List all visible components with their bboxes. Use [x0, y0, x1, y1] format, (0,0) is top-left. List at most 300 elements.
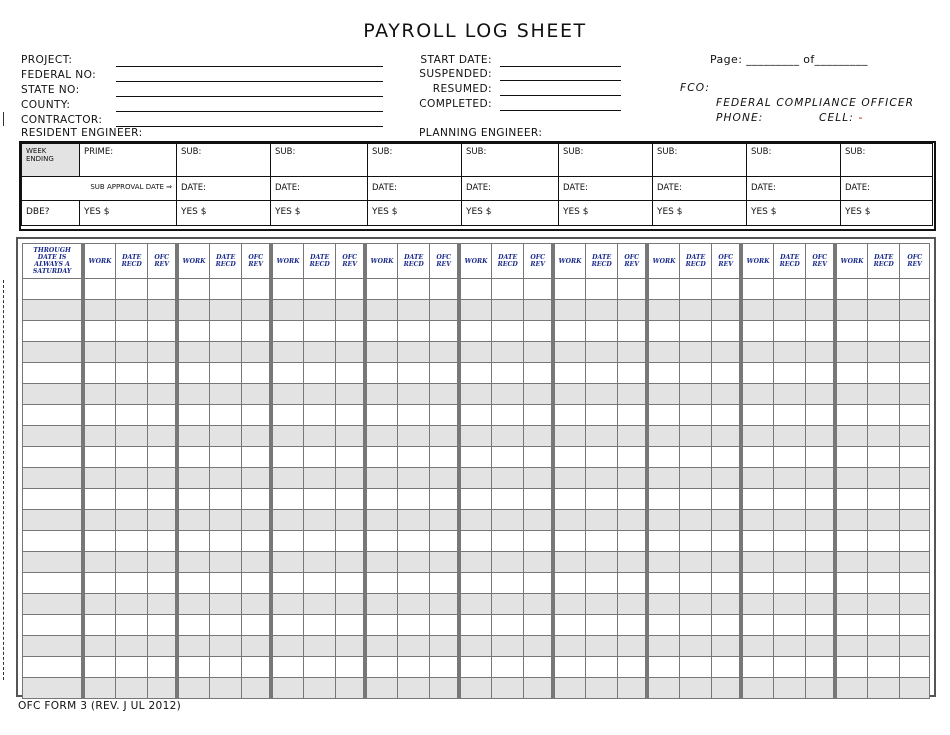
ofc-rev-cell[interactable]: [524, 552, 553, 573]
ofc-rev-cell[interactable]: [336, 279, 365, 300]
sub-cell[interactable]: SUB:: [747, 144, 841, 177]
work-cell[interactable]: [365, 405, 397, 426]
work-cell[interactable]: [365, 573, 397, 594]
date-recd-cell[interactable]: [398, 363, 430, 384]
work-cell[interactable]: [835, 594, 867, 615]
work-cell[interactable]: [553, 615, 585, 636]
date-recd-cell[interactable]: [868, 594, 900, 615]
work-cell[interactable]: [647, 510, 679, 531]
ofc-rev-cell[interactable]: [336, 594, 365, 615]
work-cell[interactable]: [459, 363, 491, 384]
ofc-rev-cell[interactable]: [900, 468, 930, 489]
date-recd-cell[interactable]: [398, 300, 430, 321]
ofc-rev-cell[interactable]: [900, 636, 930, 657]
date-recd-cell[interactable]: [680, 384, 712, 405]
date-recd-cell[interactable]: [116, 678, 148, 699]
work-cell[interactable]: [177, 384, 209, 405]
date-recd-cell[interactable]: [210, 279, 242, 300]
work-cell[interactable]: [647, 342, 679, 363]
work-cell[interactable]: [365, 426, 397, 447]
work-cell[interactable]: [835, 510, 867, 531]
ofc-rev-cell[interactable]: [242, 405, 271, 426]
work-cell[interactable]: [553, 300, 585, 321]
work-cell[interactable]: [553, 573, 585, 594]
ofc-rev-cell[interactable]: [806, 531, 835, 552]
date-recd-cell[interactable]: [304, 321, 336, 342]
through-date-cell[interactable]: [23, 552, 84, 573]
ofc-rev-cell[interactable]: [336, 489, 365, 510]
date-recd-cell[interactable]: [492, 300, 524, 321]
ofc-rev-cell[interactable]: [524, 321, 553, 342]
date-recd-cell[interactable]: [586, 405, 618, 426]
ofc-rev-cell[interactable]: [148, 615, 177, 636]
date-recd-cell[interactable]: [116, 510, 148, 531]
work-cell[interactable]: [741, 342, 773, 363]
ofc-rev-cell[interactable]: [806, 573, 835, 594]
ofc-rev-cell[interactable]: [430, 342, 459, 363]
date-recd-cell[interactable]: [304, 342, 336, 363]
date-recd-cell[interactable]: [492, 531, 524, 552]
ofc-rev-cell[interactable]: [712, 657, 741, 678]
through-date-cell[interactable]: [23, 300, 84, 321]
date-recd-cell[interactable]: [398, 489, 430, 510]
sub-cell[interactable]: SUB:: [368, 144, 462, 177]
ofc-rev-cell[interactable]: [148, 363, 177, 384]
work-cell[interactable]: [459, 552, 491, 573]
ofc-rev-cell[interactable]: [430, 384, 459, 405]
ofc-rev-cell[interactable]: [806, 426, 835, 447]
ofc-rev-cell[interactable]: [524, 489, 553, 510]
through-date-cell[interactable]: [23, 279, 84, 300]
sub-approval-date-cell[interactable]: DATE:: [653, 177, 747, 201]
date-recd-cell[interactable]: [774, 447, 806, 468]
work-cell[interactable]: [83, 342, 115, 363]
work-cell[interactable]: [365, 363, 397, 384]
dbe-yes-cell[interactable]: YES $: [747, 201, 841, 226]
date-recd-cell[interactable]: [210, 510, 242, 531]
work-cell[interactable]: [647, 657, 679, 678]
date-recd-cell[interactable]: [210, 342, 242, 363]
date-recd-cell[interactable]: [586, 300, 618, 321]
date-recd-cell[interactable]: [304, 678, 336, 699]
ofc-rev-cell[interactable]: [430, 552, 459, 573]
ofc-rev-cell[interactable]: [336, 300, 365, 321]
date-recd-cell[interactable]: [868, 468, 900, 489]
work-cell[interactable]: [459, 615, 491, 636]
work-cell[interactable]: [647, 363, 679, 384]
date-recd-cell[interactable]: [586, 552, 618, 573]
ofc-rev-cell[interactable]: [336, 384, 365, 405]
date-recd-cell[interactable]: [586, 447, 618, 468]
date-recd-cell[interactable]: [210, 300, 242, 321]
date-recd-cell[interactable]: [304, 636, 336, 657]
date-recd-cell[interactable]: [586, 678, 618, 699]
work-cell[interactable]: [83, 531, 115, 552]
work-cell[interactable]: [647, 573, 679, 594]
date-recd-cell[interactable]: [868, 321, 900, 342]
work-cell[interactable]: [835, 405, 867, 426]
ofc-rev-cell[interactable]: [806, 510, 835, 531]
ofc-rev-cell[interactable]: [900, 279, 930, 300]
date-recd-cell[interactable]: [116, 573, 148, 594]
date-recd-cell[interactable]: [680, 489, 712, 510]
ofc-rev-cell[interactable]: [618, 300, 647, 321]
date-recd-cell[interactable]: [304, 573, 336, 594]
ofc-rev-cell[interactable]: [148, 657, 177, 678]
date-recd-cell[interactable]: [492, 678, 524, 699]
date-recd-cell[interactable]: [304, 657, 336, 678]
ofc-rev-cell[interactable]: [242, 384, 271, 405]
date-recd-cell[interactable]: [492, 636, 524, 657]
ofc-rev-cell[interactable]: [148, 636, 177, 657]
ofc-rev-cell[interactable]: [524, 300, 553, 321]
ofc-rev-cell[interactable]: [336, 615, 365, 636]
ofc-rev-cell[interactable]: [712, 573, 741, 594]
work-cell[interactable]: [177, 300, 209, 321]
ofc-rev-cell[interactable]: [242, 636, 271, 657]
date-recd-cell[interactable]: [304, 300, 336, 321]
date-recd-cell[interactable]: [492, 657, 524, 678]
work-cell[interactable]: [271, 384, 303, 405]
ofc-rev-cell[interactable]: [242, 678, 271, 699]
page-number-field[interactable]: _________: [746, 53, 800, 66]
date-recd-cell[interactable]: [492, 321, 524, 342]
work-cell[interactable]: [83, 363, 115, 384]
through-date-cell[interactable]: [23, 678, 84, 699]
work-cell[interactable]: [271, 300, 303, 321]
ofc-rev-cell[interactable]: [712, 468, 741, 489]
date-recd-cell[interactable]: [304, 531, 336, 552]
ofc-rev-cell[interactable]: [618, 531, 647, 552]
date-recd-cell[interactable]: [116, 363, 148, 384]
date-recd-cell[interactable]: [116, 426, 148, 447]
work-cell[interactable]: [177, 363, 209, 384]
work-cell[interactable]: [553, 531, 585, 552]
work-cell[interactable]: [459, 405, 491, 426]
work-cell[interactable]: [459, 447, 491, 468]
date-recd-cell[interactable]: [774, 342, 806, 363]
work-cell[interactable]: [553, 363, 585, 384]
ofc-rev-cell[interactable]: [430, 447, 459, 468]
work-cell[interactable]: [271, 615, 303, 636]
work-cell[interactable]: [835, 321, 867, 342]
work-cell[interactable]: [271, 489, 303, 510]
work-cell[interactable]: [271, 468, 303, 489]
date-recd-cell[interactable]: [680, 678, 712, 699]
date-recd-cell[interactable]: [680, 447, 712, 468]
work-cell[interactable]: [271, 678, 303, 699]
through-date-cell[interactable]: [23, 468, 84, 489]
work-cell[interactable]: [459, 510, 491, 531]
ofc-rev-cell[interactable]: [712, 426, 741, 447]
sub-approval-date-cell[interactable]: DATE:: [841, 177, 933, 201]
dbe-yes-cell[interactable]: YES $: [177, 201, 271, 226]
work-cell[interactable]: [835, 447, 867, 468]
work-cell[interactable]: [835, 615, 867, 636]
date-recd-cell[interactable]: [586, 510, 618, 531]
work-cell[interactable]: [177, 279, 209, 300]
date-recd-cell[interactable]: [492, 615, 524, 636]
dbe-yes-cell[interactable]: YES $: [653, 201, 747, 226]
ofc-rev-cell[interactable]: [806, 405, 835, 426]
ofc-rev-cell[interactable]: [806, 321, 835, 342]
ofc-rev-cell[interactable]: [430, 657, 459, 678]
date-recd-cell[interactable]: [586, 594, 618, 615]
work-cell[interactable]: [835, 384, 867, 405]
date-recd-cell[interactable]: [304, 489, 336, 510]
ofc-rev-cell[interactable]: [336, 426, 365, 447]
date-recd-cell[interactable]: [586, 384, 618, 405]
ofc-rev-cell[interactable]: [524, 447, 553, 468]
date-recd-cell[interactable]: [116, 636, 148, 657]
date-recd-cell[interactable]: [868, 342, 900, 363]
ofc-rev-cell[interactable]: [430, 510, 459, 531]
ofc-rev-cell[interactable]: [712, 678, 741, 699]
date-recd-cell[interactable]: [210, 594, 242, 615]
date-recd-cell[interactable]: [398, 573, 430, 594]
work-cell[interactable]: [177, 426, 209, 447]
ofc-rev-cell[interactable]: [618, 447, 647, 468]
ofc-rev-cell[interactable]: [148, 342, 177, 363]
date-recd-cell[interactable]: [680, 300, 712, 321]
ofc-rev-cell[interactable]: [618, 342, 647, 363]
work-cell[interactable]: [835, 363, 867, 384]
ofc-rev-cell[interactable]: [618, 552, 647, 573]
work-cell[interactable]: [835, 300, 867, 321]
ofc-rev-cell[interactable]: [430, 594, 459, 615]
date-recd-cell[interactable]: [492, 405, 524, 426]
work-cell[interactable]: [835, 426, 867, 447]
work-cell[interactable]: [271, 279, 303, 300]
date-recd-cell[interactable]: [210, 384, 242, 405]
date-recd-cell[interactable]: [492, 468, 524, 489]
date-recd-cell[interactable]: [586, 531, 618, 552]
ofc-rev-cell[interactable]: [242, 321, 271, 342]
date-recd-cell[interactable]: [586, 363, 618, 384]
work-cell[interactable]: [459, 489, 491, 510]
date-recd-cell[interactable]: [398, 657, 430, 678]
work-cell[interactable]: [647, 615, 679, 636]
ofc-rev-cell[interactable]: [618, 426, 647, 447]
sub-approval-date-cell[interactable]: DATE:: [559, 177, 653, 201]
date-recd-cell[interactable]: [586, 321, 618, 342]
ofc-rev-cell[interactable]: [242, 615, 271, 636]
ofc-rev-cell[interactable]: [242, 657, 271, 678]
work-cell[interactable]: [553, 552, 585, 573]
dbe-yes-cell[interactable]: YES $: [559, 201, 653, 226]
ofc-rev-cell[interactable]: [336, 657, 365, 678]
work-cell[interactable]: [177, 552, 209, 573]
ofc-rev-cell[interactable]: [242, 489, 271, 510]
date-recd-cell[interactable]: [586, 636, 618, 657]
date-recd-cell[interactable]: [868, 531, 900, 552]
work-cell[interactable]: [83, 573, 115, 594]
ofc-rev-cell[interactable]: [618, 468, 647, 489]
work-cell[interactable]: [647, 531, 679, 552]
ofc-rev-cell[interactable]: [524, 363, 553, 384]
work-cell[interactable]: [647, 321, 679, 342]
work-cell[interactable]: [553, 321, 585, 342]
ofc-rev-cell[interactable]: [712, 363, 741, 384]
contractor-field[interactable]: [116, 126, 383, 127]
ofc-rev-cell[interactable]: [430, 300, 459, 321]
ofc-rev-cell[interactable]: [712, 384, 741, 405]
work-cell[interactable]: [177, 615, 209, 636]
work-cell[interactable]: [365, 468, 397, 489]
work-cell[interactable]: [459, 531, 491, 552]
date-recd-cell[interactable]: [304, 426, 336, 447]
through-date-cell[interactable]: [23, 384, 84, 405]
ofc-rev-cell[interactable]: [712, 636, 741, 657]
sub-cell[interactable]: SUB:: [177, 144, 271, 177]
work-cell[interactable]: [271, 447, 303, 468]
work-cell[interactable]: [459, 342, 491, 363]
work-cell[interactable]: [177, 468, 209, 489]
ofc-rev-cell[interactable]: [430, 426, 459, 447]
date-recd-cell[interactable]: [680, 657, 712, 678]
ofc-rev-cell[interactable]: [618, 594, 647, 615]
work-cell[interactable]: [459, 426, 491, 447]
work-cell[interactable]: [459, 279, 491, 300]
ofc-rev-cell[interactable]: [242, 426, 271, 447]
date-recd-cell[interactable]: [398, 342, 430, 363]
start-date-field[interactable]: [500, 66, 621, 67]
ofc-rev-cell[interactable]: [618, 615, 647, 636]
date-recd-cell[interactable]: [492, 363, 524, 384]
ofc-rev-cell[interactable]: [806, 300, 835, 321]
work-cell[interactable]: [365, 447, 397, 468]
work-cell[interactable]: [741, 615, 773, 636]
date-recd-cell[interactable]: [210, 447, 242, 468]
work-cell[interactable]: [365, 552, 397, 573]
ofc-rev-cell[interactable]: [242, 447, 271, 468]
work-cell[interactable]: [647, 636, 679, 657]
date-recd-cell[interactable]: [492, 279, 524, 300]
ofc-rev-cell[interactable]: [430, 678, 459, 699]
work-cell[interactable]: [365, 594, 397, 615]
date-recd-cell[interactable]: [398, 384, 430, 405]
date-recd-cell[interactable]: [680, 552, 712, 573]
through-date-cell[interactable]: [23, 573, 84, 594]
through-date-cell[interactable]: [23, 363, 84, 384]
work-cell[interactable]: [835, 489, 867, 510]
date-recd-cell[interactable]: [492, 447, 524, 468]
work-cell[interactable]: [365, 321, 397, 342]
ofc-rev-cell[interactable]: [712, 531, 741, 552]
sub-cell[interactable]: SUB:: [559, 144, 653, 177]
work-cell[interactable]: [271, 531, 303, 552]
ofc-rev-cell[interactable]: [618, 510, 647, 531]
work-cell[interactable]: [647, 405, 679, 426]
ofc-rev-cell[interactable]: [618, 489, 647, 510]
ofc-rev-cell[interactable]: [524, 510, 553, 531]
ofc-rev-cell[interactable]: [900, 405, 930, 426]
work-cell[interactable]: [271, 510, 303, 531]
work-cell[interactable]: [553, 489, 585, 510]
work-cell[interactable]: [177, 531, 209, 552]
work-cell[interactable]: [83, 510, 115, 531]
work-cell[interactable]: [365, 384, 397, 405]
ofc-rev-cell[interactable]: [712, 447, 741, 468]
ofc-rev-cell[interactable]: [712, 615, 741, 636]
ofc-rev-cell[interactable]: [242, 363, 271, 384]
ofc-rev-cell[interactable]: [242, 279, 271, 300]
through-date-cell[interactable]: [23, 531, 84, 552]
date-recd-cell[interactable]: [116, 531, 148, 552]
date-recd-cell[interactable]: [868, 384, 900, 405]
date-recd-cell[interactable]: [586, 489, 618, 510]
work-cell[interactable]: [365, 279, 397, 300]
date-recd-cell[interactable]: [680, 573, 712, 594]
work-cell[interactable]: [83, 468, 115, 489]
date-recd-cell[interactable]: [210, 678, 242, 699]
date-recd-cell[interactable]: [586, 426, 618, 447]
work-cell[interactable]: [647, 384, 679, 405]
work-cell[interactable]: [459, 384, 491, 405]
work-cell[interactable]: [271, 636, 303, 657]
ofc-rev-cell[interactable]: [806, 636, 835, 657]
work-cell[interactable]: [271, 342, 303, 363]
date-recd-cell[interactable]: [116, 384, 148, 405]
ofc-rev-cell[interactable]: [806, 615, 835, 636]
date-recd-cell[interactable]: [680, 636, 712, 657]
ofc-rev-cell[interactable]: [712, 489, 741, 510]
date-recd-cell[interactable]: [492, 342, 524, 363]
ofc-rev-cell[interactable]: [900, 384, 930, 405]
work-cell[interactable]: [83, 636, 115, 657]
through-date-cell[interactable]: [23, 636, 84, 657]
ofc-rev-cell[interactable]: [148, 321, 177, 342]
ofc-rev-cell[interactable]: [148, 447, 177, 468]
work-cell[interactable]: [83, 615, 115, 636]
date-recd-cell[interactable]: [304, 552, 336, 573]
ofc-rev-cell[interactable]: [524, 531, 553, 552]
ofc-rev-cell[interactable]: [430, 615, 459, 636]
date-recd-cell[interactable]: [774, 573, 806, 594]
ofc-rev-cell[interactable]: [430, 573, 459, 594]
ofc-rev-cell[interactable]: [336, 468, 365, 489]
work-cell[interactable]: [459, 573, 491, 594]
ofc-rev-cell[interactable]: [524, 342, 553, 363]
date-recd-cell[interactable]: [492, 384, 524, 405]
ofc-rev-cell[interactable]: [524, 615, 553, 636]
ofc-rev-cell[interactable]: [242, 300, 271, 321]
ofc-rev-cell[interactable]: [242, 552, 271, 573]
date-recd-cell[interactable]: [868, 657, 900, 678]
date-recd-cell[interactable]: [868, 300, 900, 321]
work-cell[interactable]: [83, 678, 115, 699]
ofc-rev-cell[interactable]: [336, 342, 365, 363]
work-cell[interactable]: [83, 426, 115, 447]
date-recd-cell[interactable]: [492, 489, 524, 510]
work-cell[interactable]: [647, 447, 679, 468]
work-cell[interactable]: [741, 594, 773, 615]
date-recd-cell[interactable]: [774, 531, 806, 552]
date-recd-cell[interactable]: [586, 342, 618, 363]
date-recd-cell[interactable]: [868, 447, 900, 468]
date-recd-cell[interactable]: [586, 468, 618, 489]
ofc-rev-cell[interactable]: [524, 426, 553, 447]
date-recd-cell[interactable]: [492, 594, 524, 615]
work-cell[interactable]: [177, 636, 209, 657]
work-cell[interactable]: [741, 510, 773, 531]
work-cell[interactable]: [271, 426, 303, 447]
date-recd-cell[interactable]: [210, 573, 242, 594]
date-recd-cell[interactable]: [680, 405, 712, 426]
work-cell[interactable]: [177, 594, 209, 615]
date-recd-cell[interactable]: [304, 447, 336, 468]
date-recd-cell[interactable]: [398, 426, 430, 447]
